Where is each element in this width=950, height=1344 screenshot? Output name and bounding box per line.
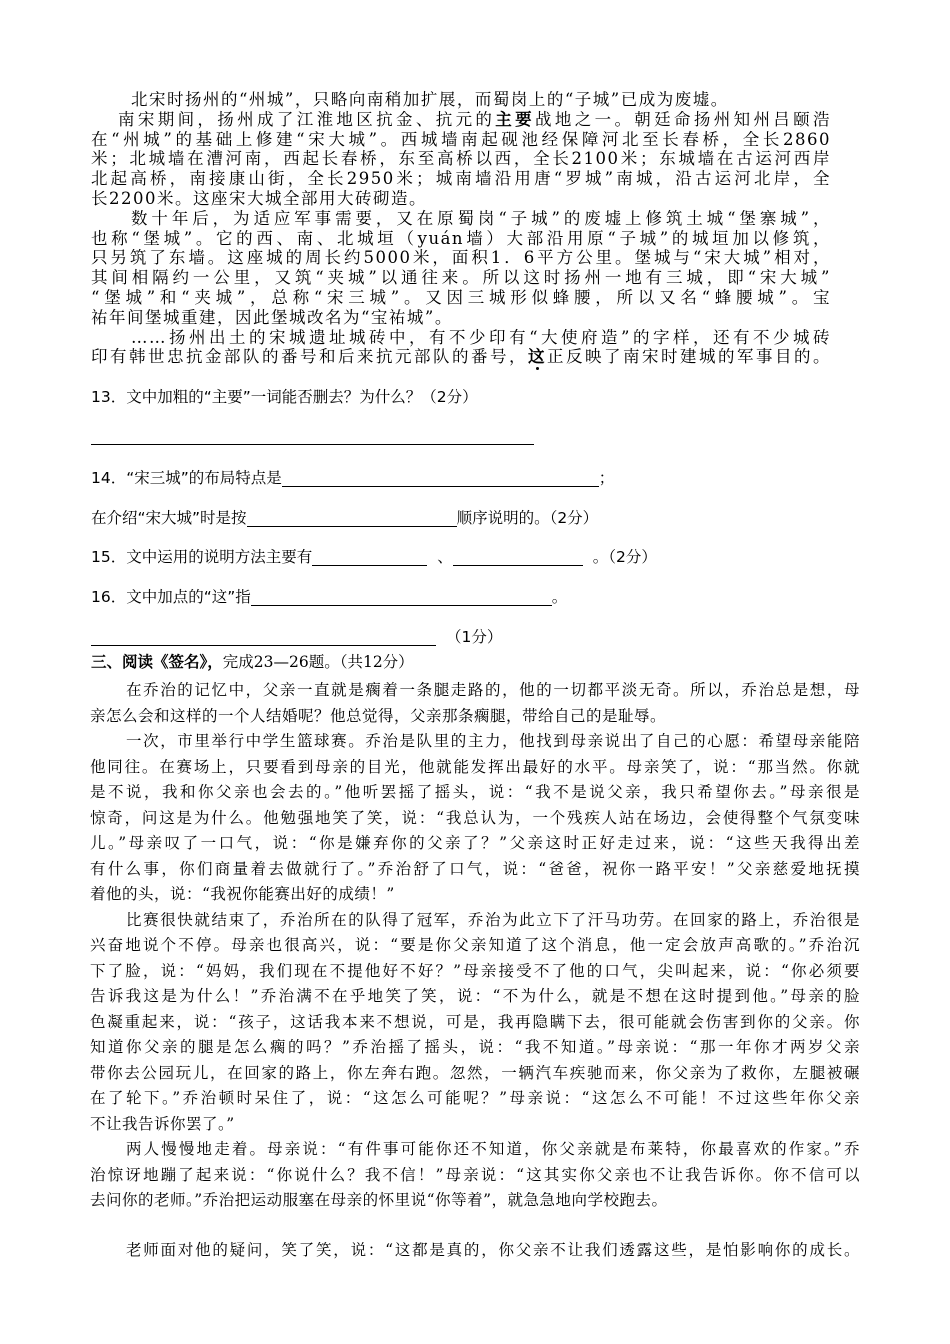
passage-line: 在乔治的记忆中，父亲一直就是瘸着一条腿走路的，他的一切都平淡无奇。所以，乔治总是想，母 <box>126 681 860 699</box>
passage-line: 比赛很快就结束了，乔治所在的队得了冠军，乔治为此立下了汗马功劳。在回家的路上，乔治很是 <box>126 910 860 929</box>
question-text: 14．“宋三城”的布局特点是 <box>91 469 282 487</box>
passage-line: 有什么事，你们商量着去做就行了。”乔治舒了口气，说：“爸爸，祝你一路平安！”父亲慈爱地抚摸 <box>90 859 860 878</box>
passage-signature <box>90 678 860 1263</box>
answer-blank <box>247 510 457 527</box>
passage-line: 老师面对他的疑问，笑了笑，说：“这都是真的，你父亲不让我们透露这些，是怕影响你的成长。 <box>126 1240 860 1259</box>
passage-line: 带你去公园玩儿，在回家的路上，你左奔右跑。忽然，一辆汽车疾驰而来，你父亲为了救你，左腿被碾 <box>90 1063 860 1082</box>
passage-line: ……扬州出土的宋城遗址城砖中，有不少印有“大使府造”的字样，还有不少城砖 <box>131 327 831 347</box>
passage-line: 在“州城”的基础上修建“宋大城”。西城墙南起砚池经保障河北至长春桥，全长2860 <box>91 129 831 149</box>
answer-blank <box>312 549 427 566</box>
paragraph <box>90 1238 860 1264</box>
answer-line-13 <box>91 444 534 445</box>
passage-line: 亲怎么会和这样的一个人结婚呢？他总觉得，父亲那条瘸腿，带给自己的是耻辱。 <box>90 706 667 725</box>
answer-blank <box>91 629 436 646</box>
passage-line: 不让我告诉你罢了。” <box>90 1114 235 1133</box>
passage-line: 只另筑了东墙。这座城的周长约5000米，面积1．6平方公里。堡城与“宋大城”相对， <box>91 248 831 268</box>
passage-line <box>91 347 831 367</box>
question-text: 。（2分） <box>592 548 657 566</box>
question-text: 15．文中运用的说明方法主要有 <box>91 548 313 566</box>
passage-line: 两人慢慢地走着。母亲说：“有件事可能你还不知道，你父亲就是布莱特，你最喜欢的作家。”乔 <box>126 1140 860 1158</box>
section-heading <box>91 651 414 673</box>
passage-line: 兴奋地说个不停。母亲也很高兴，说：“要是你父亲知道了这个消息，他一定会放声高歌的。”乔治沉 <box>90 936 860 954</box>
question-score: （1分） <box>446 628 503 646</box>
passage-line: 色凝重起来，说：“孩子，这话我本来不想说，可是，我再隐瞒下去，很可能就会伤害到你的父亲。你 <box>90 1012 860 1031</box>
question-15 <box>91 546 657 568</box>
answer-blank <box>251 589 552 606</box>
passage-line: 下了脸，说：“妈妈，我们现在不提他好不好？”母亲接受不了他的口气，尖叫起来，说：“你必须要 <box>90 961 860 980</box>
section-heading-text: 完成23—26题。（共12分） <box>222 653 414 671</box>
passage-line: 知道你父亲的腿是怎么瘸的吗？”乔治摇了摇头，说：“我不知道。”母亲说：“那一年你才两岁父亲 <box>90 1038 860 1056</box>
passage-song-city <box>91 90 831 367</box>
passage-line: 一次，市里举行中学生篮球赛。乔治是队里的主力，他找到母亲说出了自己的心愿：希望母亲能陪 <box>126 732 860 750</box>
passage-line: 数十年后，为适应军事需要，又在原蜀岗“子城”的废墟上修筑土城“堡寨城”， <box>131 208 831 228</box>
question-16-continuation <box>91 626 502 648</box>
passage-text: 正反映了南宋时建城的军事目的。 <box>547 347 831 367</box>
passage-line: 北宋时扬州的“州城”，只略向南稍加扩展，而蜀岗上的“子城”已成为废墟。 <box>131 90 729 109</box>
question-16 <box>91 586 567 608</box>
question-text: 在介绍“宋大城”时是按 <box>91 509 247 527</box>
paragraph <box>90 729 860 908</box>
passage-line: 他同往。在赛场上，只要看到母亲的目光，他就能发挥出最好的水平。母亲笑了，说：“那当然。你就 <box>90 757 860 776</box>
bold-keyword: 主要 <box>495 109 536 129</box>
passage-line: 其间相隔约一公里，又筑“夹城”以通往来。所以这时扬州一地有三城，即“宋大城” <box>91 268 831 288</box>
paragraph <box>90 908 860 1138</box>
question-text: 16．文中加点的“这”指 <box>91 588 251 606</box>
question-text: 顺序说明的。（2分） <box>456 509 599 527</box>
passage-line: 是不说，我和你父亲也会去的。”他听罢摇了摇头，说：“我不是说父亲，我只希望你去。”母亲很是 <box>90 783 860 801</box>
passage-line: 告诉我这是为什么！”乔治满不在乎地笑了笑，说：“不为什么，就是不想在这时提到他。”母亲的脸 <box>90 987 860 1005</box>
passage-line: 米；北城墙在漕河南，西起长春桥，东至高桥以西，全长2100米；东城墙在古运河西岸 <box>91 149 831 169</box>
section-heading-bold: 三、阅读《签名》， <box>91 652 223 671</box>
question-text: 、 <box>437 548 453 566</box>
passage-line: 长2200米。这座宋大城全部用大砖砌造。 <box>91 188 427 208</box>
passage-text: 战地之一。朝廷命扬州知州吕颐浩 <box>535 109 832 129</box>
passage-text: 印有韩世忠抗金部队的番号和后来抗元部队的番号， <box>91 347 528 367</box>
passage-line: 在了轮下。”乔治顿时呆住了，说：“这怎么可能呢？”母亲说：“这怎么不可能！不过这些年你父亲 <box>90 1089 860 1107</box>
passage-line: “堡城”和“夹城”，总称“宋三城”。又因三城形似蜂腰，所以又名“蜂腰城”。宝 <box>91 287 831 307</box>
passage-line: 去问你的老师。”乔治把运动服塞在母亲的怀里说“你等着”，就急急地向学校跑去。 <box>90 1191 668 1209</box>
passage-line: 儿。”母亲叹了一口气，说：“你是嫌弃你的父亲了？”父亲这时正好走过来，说：“这些天我得出差 <box>90 834 860 852</box>
answer-blank <box>453 549 583 566</box>
question-14-part-2 <box>91 507 598 529</box>
passage-line: 北起高桥，南接康山街，全长2950米；城南墙沿用唐“罗城”南城，沿古运河北岸，全 <box>91 169 831 189</box>
paragraph <box>90 678 860 729</box>
paragraph <box>90 1137 860 1214</box>
passage-text: 南宋期间，扬州成了江淮地区抗金、抗元的 <box>118 109 496 129</box>
dotted-word: 这 <box>528 347 547 367</box>
question-text: ； <box>598 469 615 487</box>
passage-line: 着他的头，说：“我祝你能赛出好的成绩！” <box>90 885 395 903</box>
question-13: 13．文中加粗的“主要”一词能否删去？为什么？（2分） <box>91 388 478 406</box>
passage-line <box>91 110 831 130</box>
passage-line: 惊奇，问这是为什么。他勉强地笑了笑，说：“我总认为，一个残疾人站在场边，会使得整个气氛变味 <box>90 808 860 827</box>
question-14 <box>91 467 614 489</box>
passage-line: 也称“堡城”。它的西、南、北城垣（yuán墙）大部沿用原“子城”的城垣加以修筑， <box>91 228 831 248</box>
passage-line: 祐年间堡城重建，因此堡城改名为“宝祐城”。 <box>91 307 453 327</box>
question-text: 。 <box>551 588 568 606</box>
passage-line: 治惊讶地蹦了起来说：“你说什么？我不信！”母亲说：“这其实你父亲也不让我告诉你。你不信可以 <box>90 1165 860 1184</box>
answer-blank <box>282 470 599 487</box>
